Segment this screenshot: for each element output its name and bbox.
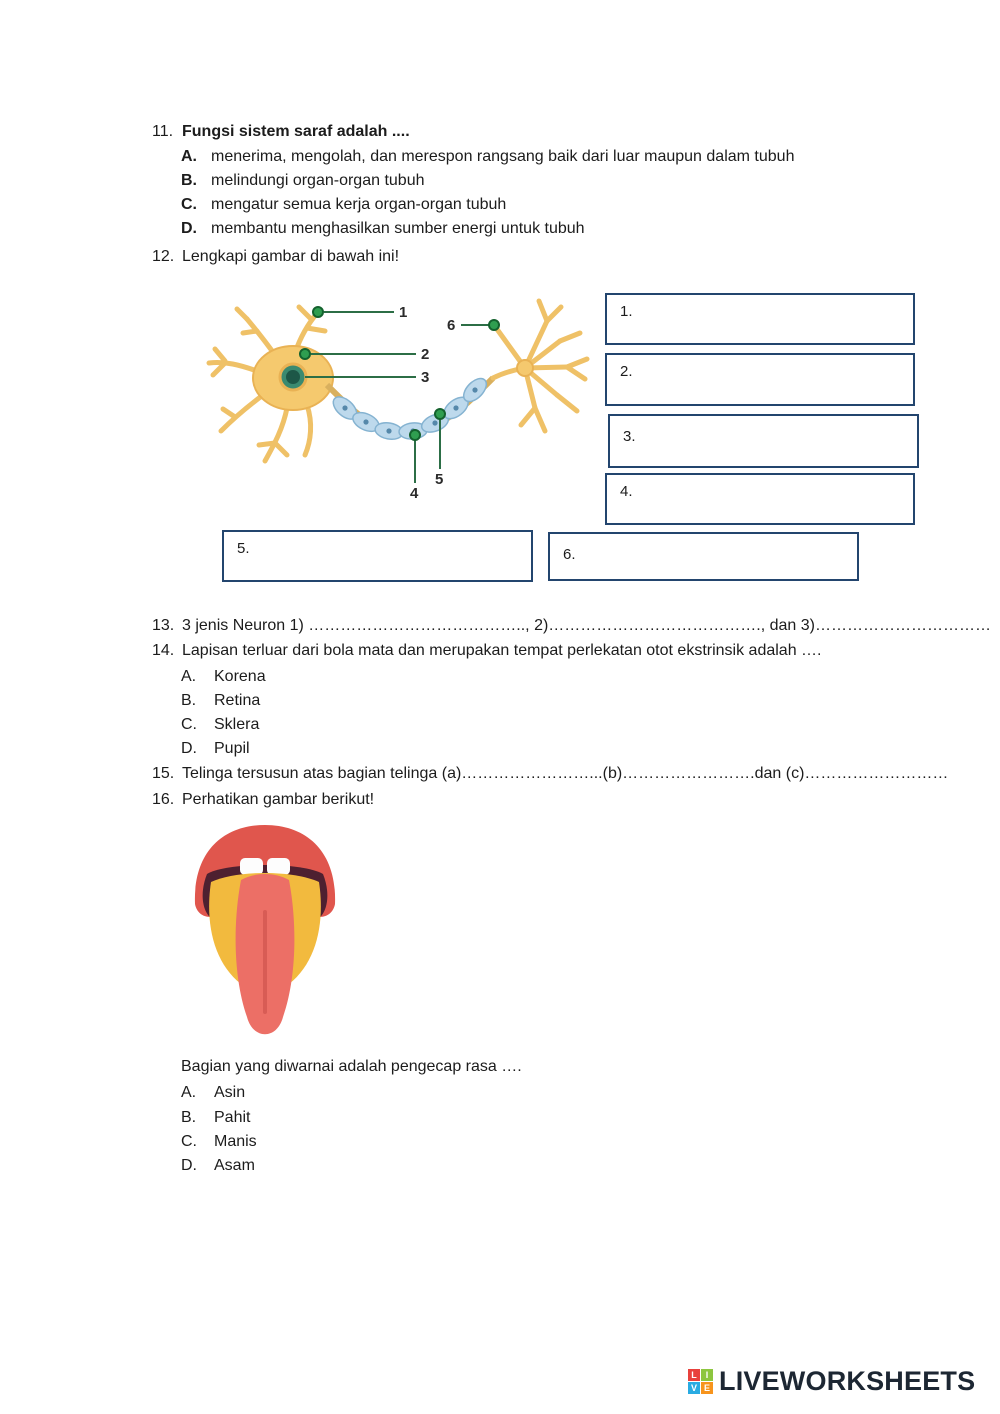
question-16-number: 16. (152, 791, 175, 808)
option-letter: B. (181, 1109, 197, 1126)
question-11-option-c[interactable] (181, 195, 506, 215)
question-16 (152, 790, 374, 810)
logo-square-i: I (701, 1369, 713, 1381)
logo-square-l: L (688, 1369, 700, 1381)
option-text: melindungi organ-organ tubuh (211, 172, 425, 189)
pointer-label-1: 1 (399, 304, 408, 321)
question-11-number: 11. (152, 123, 174, 140)
option-letter: C. (181, 1133, 197, 1150)
question-16-option-c[interactable] (181, 1132, 257, 1152)
option-text: Manis (214, 1133, 257, 1150)
question-12-text: Lengkapi gambar di bawah ini! (182, 248, 400, 265)
answer-box-label: 6. (563, 546, 576, 563)
terminal-hub (517, 360, 533, 376)
option-letter: A. (181, 1084, 197, 1101)
tongue-diagram (183, 812, 348, 1057)
liveworksheets-logo-icon (688, 1369, 713, 1394)
question-14-option-b[interactable] (181, 691, 260, 711)
question-16-option-b[interactable] (181, 1108, 250, 1128)
option-letter: C. (181, 196, 197, 213)
question-11-option-a[interactable] (181, 147, 794, 167)
logo-square-v: V (688, 1382, 700, 1394)
question-14-option-a[interactable] (181, 667, 266, 687)
option-letter: A. (181, 668, 197, 685)
option-text: Pahit (214, 1109, 251, 1126)
option-letter: B. (181, 692, 197, 709)
question-14-number: 14. (152, 642, 175, 659)
question-13-text: 3 jenis Neuron 1) ………………………………….., 2)…………………………………., dan 3)…………………………… (182, 617, 991, 634)
pointer-label-5: 5 (435, 471, 444, 488)
answer-box-label: 5. (237, 540, 250, 557)
pointer-label-4: 4 (410, 485, 419, 502)
answer-box-label: 4. (620, 483, 633, 500)
option-text: menerima, mengolah, dan merespon rangsang baik dari luar maupun dalam tubuh (211, 148, 795, 165)
option-text: Asam (214, 1157, 255, 1174)
option-letter: D. (181, 1157, 197, 1174)
question-16-option-d[interactable] (181, 1156, 255, 1176)
option-letter: A. (181, 148, 197, 165)
question-13-number: 13. (152, 617, 175, 634)
question-16-stem-text: Bagian yang diwarnai adalah pengecap rasa …. (181, 1058, 522, 1075)
answer-box-label: 3. (623, 428, 636, 445)
question-13 (152, 616, 991, 636)
question-16-option-a[interactable] (181, 1083, 245, 1103)
brand-name: LIVEWORKSHEETS (719, 1366, 976, 1396)
question-11-option-b[interactable] (181, 171, 424, 191)
option-letter: B. (181, 172, 197, 189)
question-11 (152, 122, 410, 142)
question-14 (152, 641, 821, 661)
option-text: Retina (214, 692, 261, 709)
option-letter: D. (181, 220, 197, 237)
option-letter: C. (181, 716, 197, 733)
question-11-text: Fungsi sistem saraf adalah .... (182, 123, 410, 140)
answer-box-label: 1. (620, 303, 633, 320)
question-12-number: 12. (152, 248, 175, 265)
nucleolus (286, 370, 300, 384)
pointer-label-3: 3 (421, 369, 430, 386)
question-15-text: Telinga tersusun atas bagian telinga (a)……………………...(b)…………………….dan (c)……………………… (182, 765, 949, 782)
answer-box-2[interactable] (605, 353, 915, 406)
question-14-option-c[interactable] (181, 715, 259, 735)
answer-box-5[interactable] (222, 530, 533, 582)
option-text: Sklera (214, 716, 260, 733)
question-16-stem (181, 1057, 522, 1077)
option-letter: D. (181, 740, 197, 757)
axon-terminal-dendrites (493, 301, 587, 431)
answer-box-1[interactable] (605, 293, 915, 345)
question-11-option-d[interactable] (181, 219, 585, 239)
answer-box-3[interactable] (608, 414, 919, 468)
answer-box-label: 2. (620, 363, 633, 380)
pointer-label-2: 2 (421, 346, 430, 363)
pointer-label-6: 6 (447, 317, 456, 334)
option-text: membantu menghasilkan sumber energi untuk tubuh (211, 220, 585, 237)
question-12 (152, 247, 399, 267)
option-text: mengatur semua kerja organ-organ tubuh (211, 196, 507, 213)
option-text: Pupil (214, 740, 250, 757)
question-14-text: Lapisan terluar dari bola mata dan merupakan tempat perlekatan otot ekstrinsik adalah …. (182, 642, 822, 659)
option-text: Asin (214, 1084, 246, 1101)
question-15-number: 15. (152, 765, 175, 782)
logo-square-e: E (701, 1382, 713, 1394)
myelin-sheath (329, 374, 490, 441)
question-16-text: Perhatikan gambar berikut! (182, 791, 375, 808)
answer-box-6[interactable] (548, 532, 859, 581)
option-text: Korena (214, 668, 266, 685)
neuron-diagram (195, 283, 590, 523)
liveworksheets-branding (688, 1366, 975, 1397)
question-15 (152, 764, 948, 784)
question-14-option-d[interactable] (181, 739, 250, 759)
pointer-numbers (399, 304, 455, 502)
answer-box-4[interactable] (605, 473, 915, 525)
